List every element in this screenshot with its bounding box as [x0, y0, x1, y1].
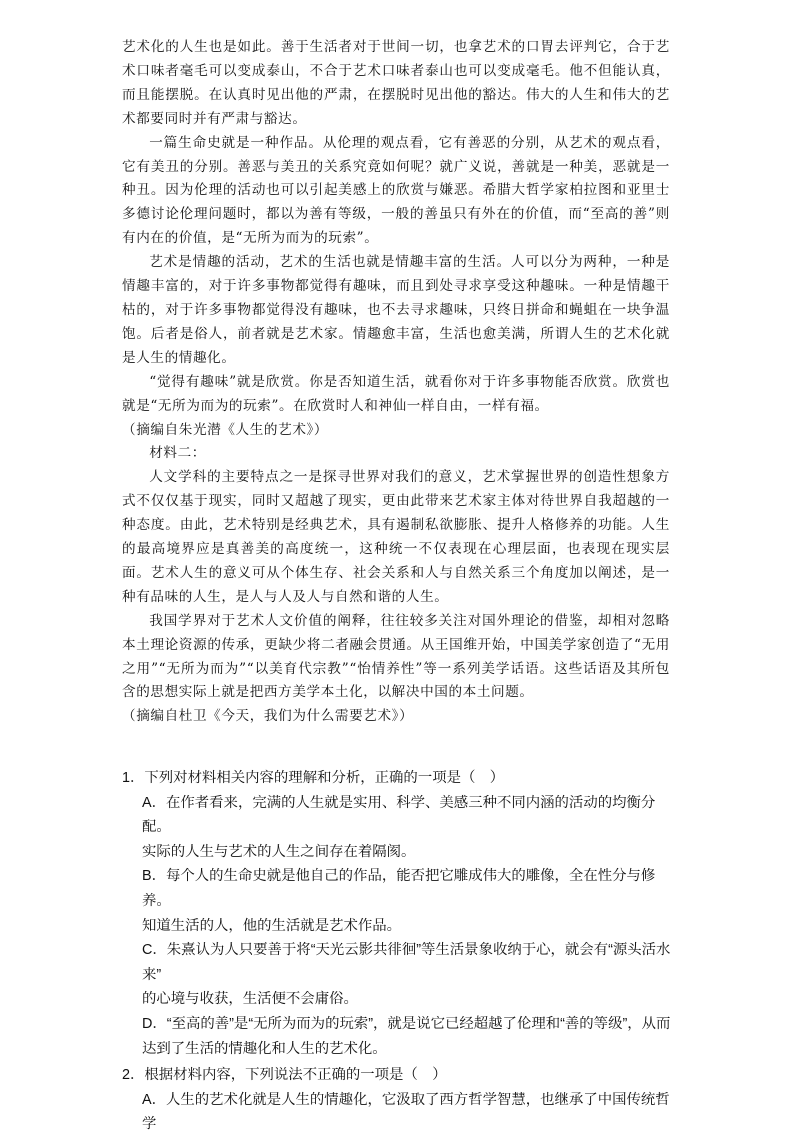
question-stem: 1．下列对材料相关内容的理解和分析，正确的一项是（ ） [122, 770, 505, 786]
source-citation-2: （摘编自杜卫《今天，我们为什么需要艺术》） [122, 708, 414, 725]
reading-material [122, 36, 670, 729]
option-a [122, 1088, 682, 1137]
question-stem: 2．根据材料内容，下列说法不正确的一项是（ ） [122, 1067, 447, 1084]
source-citation-1: （摘编自朱光潜《人生的艺术》） [122, 421, 329, 438]
option-c [122, 938, 682, 1012]
paragraph-3: 艺术是情趣的活动，艺术的生活也就是情趣丰富的生活。人可以分为两种，一种是情趣丰富的，对于许多事物都觉得有趣味，而且到处寻求享受这种趣味。一种是情趣干枯的，对于许多事物都觉得没有趣味，也不去寻求趣味，只终日拼命和蝇蛆在一块争温饱。后者是俗人，前者就是艺术家。情趣愈丰富，生活也愈美满，所谓人生的艺术化就是人生的情趣化。 [122, 254, 670, 366]
material-two-label: 材料二： [149, 445, 206, 462]
paragraph-2: 一篇生命史就是一种作品。从伦理的观点看，它有善恶的分别，从艺术的观点看，它有美丑的分别。善恶与美丑的关系究竟如何呢？就广义说，善就是一种美，恶就是一种丑。因为伦理的活动也可以引起美感上的欣赏与嫌恶。希腊大哲学家柏拉图和亚里士多德讨论伦理问题时，都以为善有等级，一般的善虽只有外在的价值，而“至高的善”则有内在的价值，是“无所为而为的玩索”。 [122, 134, 670, 247]
option-d [122, 1012, 682, 1061]
option-text: D．“至高的善”是“无所为而为的玩索”，就是说它已经超越了伦理和“善的等级”，从而 [142, 1015, 671, 1032]
option-a [122, 791, 682, 865]
option-text: 实际的人生与艺术的人生之间存在着隔阂。 [142, 843, 416, 860]
option-text: A．人生的艺术化就是人生的情趣化，它汲取了西方哲学智慧，也继承了中国传统哲学 [142, 1091, 670, 1133]
paragraph-5: 人文学科的主要特点之一是探寻世界对我们的意义，艺术掌握世界的创造性想象方式不仅仅基于现实，同时又超越了现实，更由此带来艺术家主体对待世界自我超越的一种态度。由此，艺术特别是经典艺术，具有遏制私欲膨胀、提升人格修养的功能。人生的最高境界应是真善美的高度统一，这种统一不仅表现在心理层面，也表现在现实层面。艺术人生的意义可从个体生存、社会关系和人与自然关系三个角度加以阐述，是一种有品味的人生，是人与人及人与自然和谐的人生。 [122, 469, 670, 605]
question-list [122, 766, 682, 1139]
option-text: C．朱熹认为人只要善于将“天光云影共徘徊”等生活景象收纳于心，就会有“源头活水来” [142, 942, 671, 983]
option-b [122, 864, 682, 938]
paragraph-4: “觉得有趣味”就是欣赏。你是否知道生活，就看你对于许多事物能否欣赏。欣赏也就是“无所为而为的玩索”。在欣赏时人和神仙一样自由，一样有福。 [122, 373, 670, 414]
paragraph-6: 我国学界对于艺术人文价值的阐释，往往较多关注对国外理论的借鉴，却相对忽略本土理论资源的传承，更缺少将二者融会贯通。从王国维开始，中国美学家创造了“无用之用”“无所为而为”“以美育代宗教”“怡情养性”等一系列美学话语。这些话语及其所包含的思想实际上就是把西方美学本土化，以解决中国的本土问题。 [122, 612, 670, 701]
paragraph-1: 艺术化的人生也是如此。善于生活者对于世间一切，也拿艺术的口胃去评判它，合于艺术口味者毫毛可以变成泰山，不合于艺术口味者泰山也可以变成毫毛。他不但能认真，而且能摆脱。在认真时见出他的严肃，在摆脱时见出他的豁达。伟大的人生和伟大的艺术都要同时并有严肃与豁达。 [122, 39, 670, 127]
option-text: 达到了生活的情趣化和人生的艺术化。 [142, 1040, 387, 1057]
option-text: 知道生活的人，他的生活就是艺术作品。 [142, 917, 402, 934]
question-1 [122, 766, 682, 1061]
option-text: A．在作者看来，完满的人生就是实用、科学、美感三种不同内涵的活动的均衡分配。 [142, 794, 656, 836]
option-text: B．每个人的生命史就是他自己的作品，能否把它雕成伟大的雕像，全在性分与修养。 [142, 868, 656, 909]
question-2 [122, 1063, 682, 1137]
option-text: 的心境与收获，生活便不会庸俗。 [142, 991, 358, 1008]
